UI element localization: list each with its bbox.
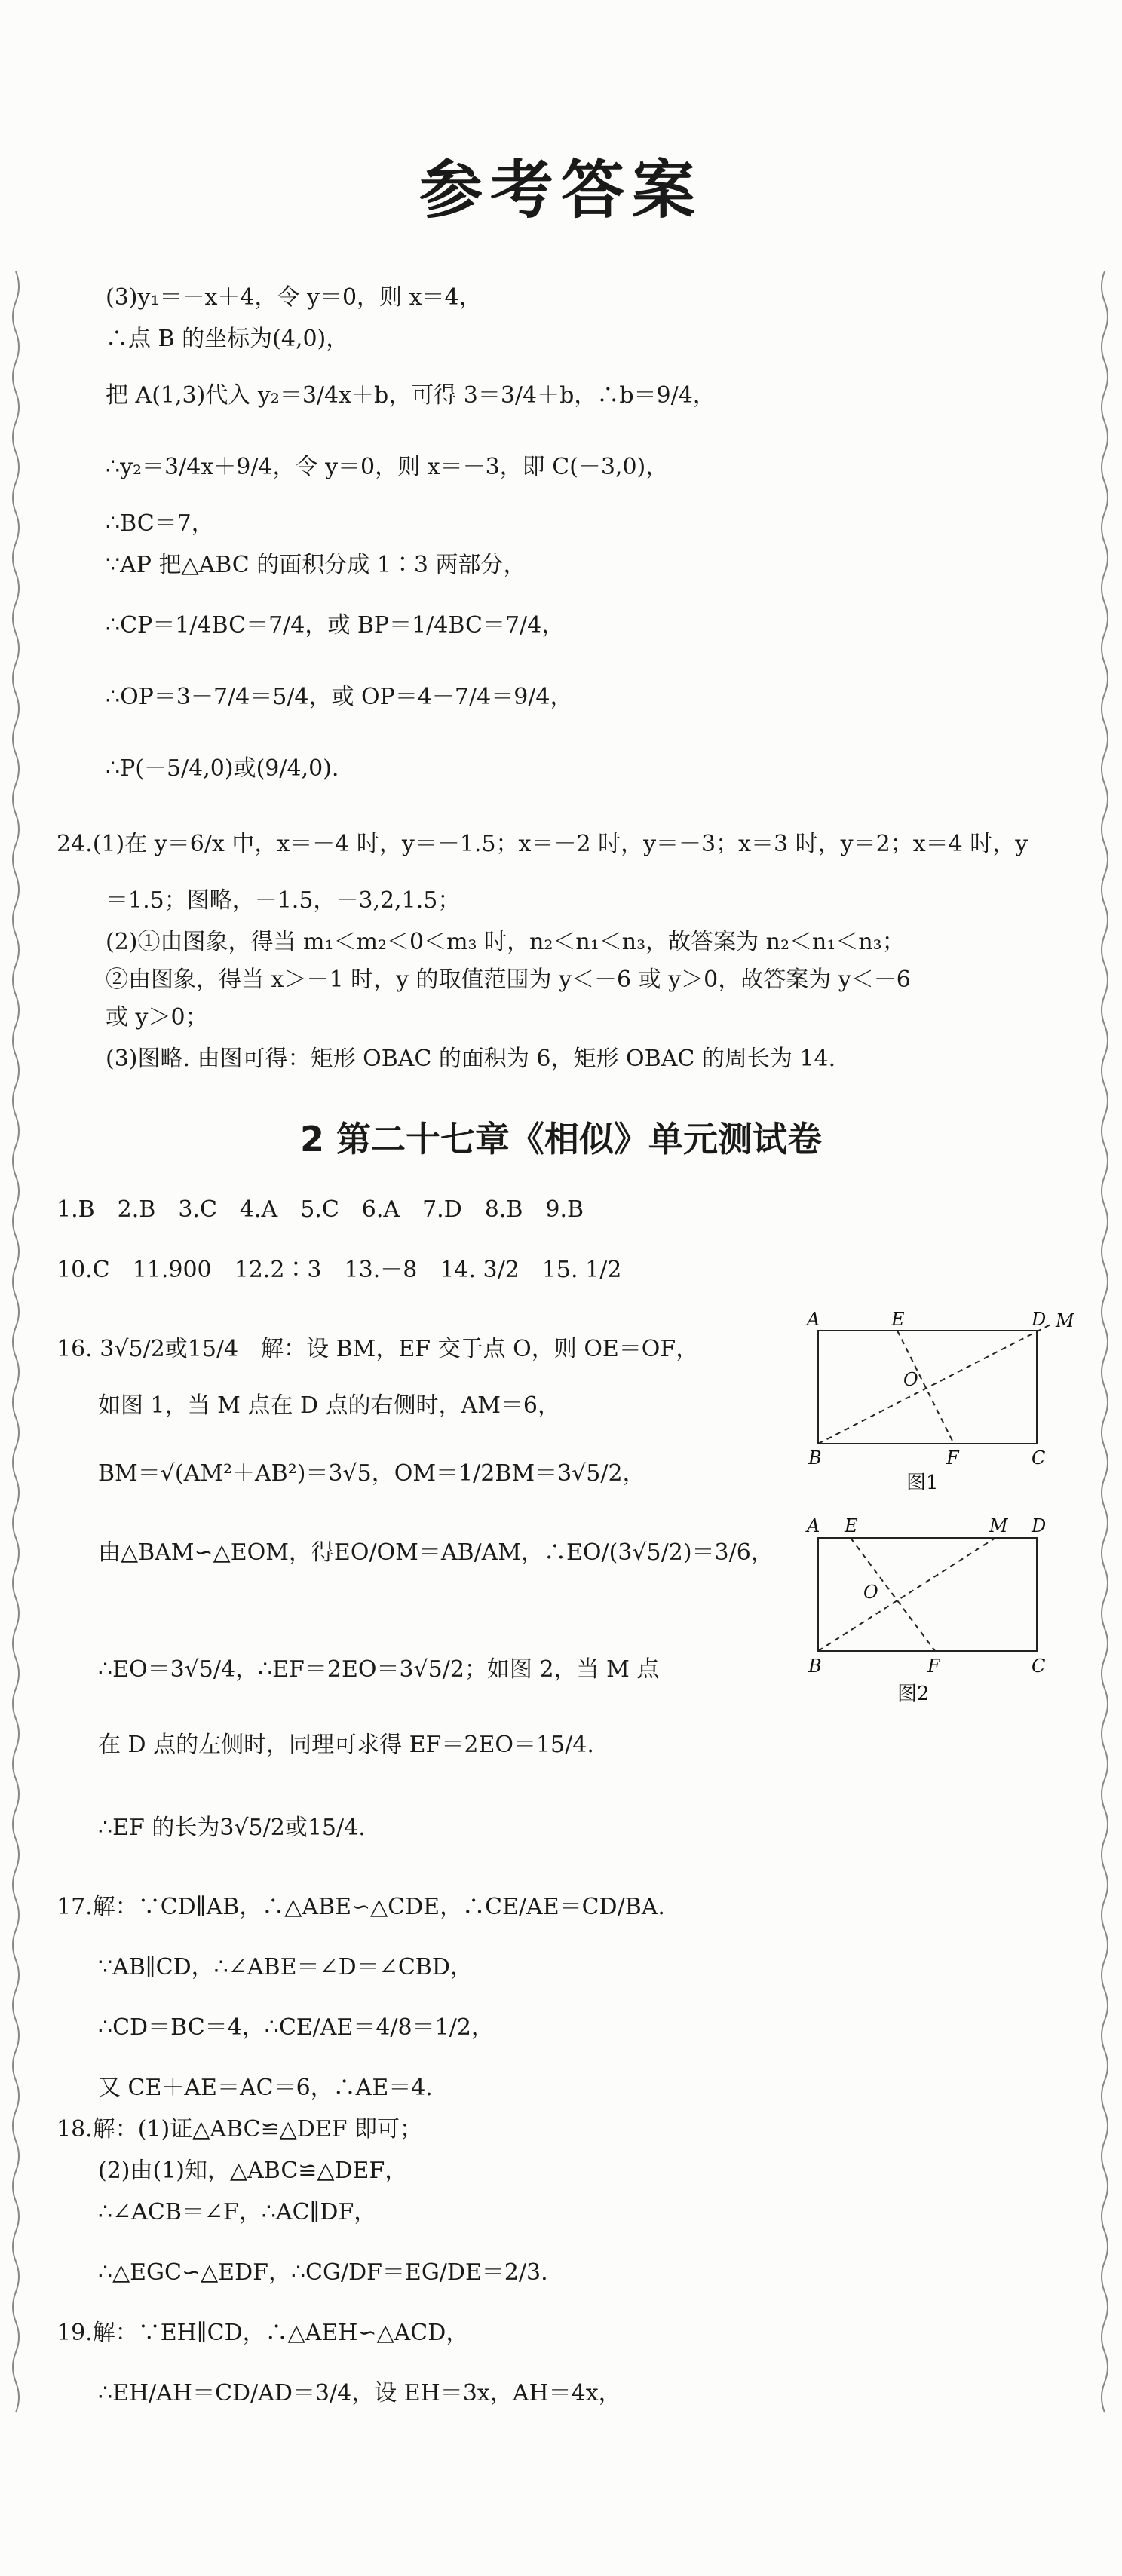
label-c: C (1032, 1447, 1046, 1469)
q24-line: ＝1.5；图略，－1.5，－3,2,1.5； (106, 887, 461, 914)
label-f: F (946, 1447, 959, 1469)
q18-line: ∴∠ACB＝∠F，∴AC∥DF， (98, 2199, 377, 2225)
text-line: (3)y₁＝－x＋4，令 y＝0，则 x＝4， (106, 284, 482, 311)
q16-line: 在 D 点的左侧时，同理可求得 EF＝2EO＝15/4. (98, 1732, 594, 1758)
q24-line: ②由图象，得当 x＞－1 时，y 的取值范围为 y＜－6 或 y＞0，故答案为 y＜－6 (106, 966, 911, 993)
q24-line: 24.(1)在 y＝6/x 中，x＝－4 时，y＝－1.5；x＝－2 时，y＝－3；x＝3 时，y＝2；x＝4 时，y (57, 831, 1028, 857)
answers-line: 1.B 2.B 3.C 4.A 5.C 6.A 7.D 8.B 9.B (57, 1196, 584, 1223)
text-line: ∴P(－5/4,0)或(9/4,0). (106, 755, 339, 782)
q24-line: (2)①由图象，得当 m₁＜m₂＜0＜m₃ 时，n₂＜n₁＜n₃，故答案为 n₂＜n₁＜n₃； (106, 929, 905, 955)
figure-caption: 图2 (897, 1683, 930, 1705)
q16-line: 如图 1，当 M 点在 D 点的右侧时，AM＝6， (98, 1392, 561, 1419)
label-a: A (807, 1515, 820, 1536)
label-e: E (845, 1515, 858, 1536)
segment-bm (818, 1324, 1052, 1444)
figure-2 (792, 1508, 1078, 1711)
q17-line: ∵AB∥CD，∴∠ABE＝∠D＝∠CBD， (98, 1954, 473, 1980)
q16-line: ∴EF 的长为3√5/2或15/4. (98, 1815, 366, 1841)
q17-line: 又 CE＋AE＝AC＝6，∴AE＝4. (98, 2075, 433, 2101)
q16-line: 16. 3√5/2或15/4 解：设 BM，EF 交于点 O，则 OE＝OF， (57, 1336, 699, 1362)
text-line: ∴BC＝7， (106, 510, 214, 537)
answers-line: 10.C 11.900 12.2∶3 13.－8 14. 3/2 15. 1/2 (57, 1257, 622, 1283)
label-a: A (807, 1309, 820, 1330)
q18-line: 18.解：(1)证△ABC≌△DEF 即可； (57, 2116, 423, 2143)
q18-line: ∴△EGC∽△EDF，∴CG/DF＝EG/DE＝2/3. (98, 2259, 548, 2286)
right-border-decoration (1098, 271, 1111, 2427)
text-line: ∴OP＝3－7/4＝5/4，或 OP＝4－7/4＝9/4， (106, 684, 573, 710)
label-e: E (891, 1309, 905, 1330)
q18-line: (2)由(1)知，△ABC≌△DEF， (98, 2158, 408, 2184)
text-line: ∴y₂＝3/4x＋9/4，令 y＝0，则 x＝－3，即 C(－3,0)， (106, 454, 669, 480)
figure-caption: 图1 (906, 1472, 939, 1493)
rectangle-abcd (818, 1538, 1037, 1651)
label-m: M (1056, 1310, 1074, 1331)
q16-line: BM＝√(AM²＋AB²)＝3√5，OM＝1/2BM＝3√5/2， (98, 1460, 645, 1487)
label-b: B (808, 1656, 822, 1677)
label-d: D (1032, 1309, 1047, 1330)
text-line: 把 A(1,3)代入 y₂＝3/4x＋b，可得 3＝3/4＋b，∴b＝9/4， (106, 382, 716, 409)
label-c: C (1032, 1656, 1046, 1677)
left-border-decoration (9, 271, 23, 2427)
label-f: F (927, 1656, 940, 1677)
text-line: ∵AP 把△ABC 的面积分成 1∶3 两部分， (106, 552, 526, 578)
text-line: ∴点 B 的坐标为(4,0)， (106, 326, 349, 352)
q19-line: 19.解：∵EH∥CD，∴△AEH∽△ACD， (57, 2320, 469, 2346)
label-d: D (1032, 1515, 1047, 1536)
section-title: 2 第二十七章《相似》单元测试卷 (299, 1119, 823, 1159)
figure-1 (792, 1297, 1078, 1493)
q17-line: 17.解：∵CD∥AB，∴△ABE∽△CDE，∴CE/AE＝CD/BA. (57, 1894, 665, 1920)
q16-line: 由△BAM∽△EOM，得EO/OM＝AB/AM，∴EO/(3√5/2)＝3/6， (98, 1539, 774, 1566)
label-b: B (808, 1447, 822, 1469)
q16-line: ∴EO＝3√5/4，∴EF＝2EO＝3√5/2；如图 2，当 M 点 (98, 1656, 660, 1683)
q19-line: ∴EH/AH＝CD/AD＝3/4，设 EH＝3x，AH＝4x， (98, 2380, 621, 2406)
label-o: O (863, 1582, 878, 1603)
text-line: ∴CP＝1/4BC＝7/4，或 BP＝1/4BC＝7/4， (106, 612, 565, 639)
page-title: 参考答案 (418, 152, 703, 227)
q17-line: ∴CD＝BC＝4，∴CE/AE＝4/8＝1/2， (98, 2014, 494, 2041)
q24-line: (3)图略. 由图可得：矩形 OBAC 的面积为 6，矩形 OBAC 的周长为 14. (106, 1046, 836, 1072)
q24-line: 或 y＞0； (106, 1004, 208, 1031)
label-o: O (903, 1369, 918, 1390)
segment-bm (818, 1538, 995, 1651)
label-m: M (989, 1515, 1008, 1536)
